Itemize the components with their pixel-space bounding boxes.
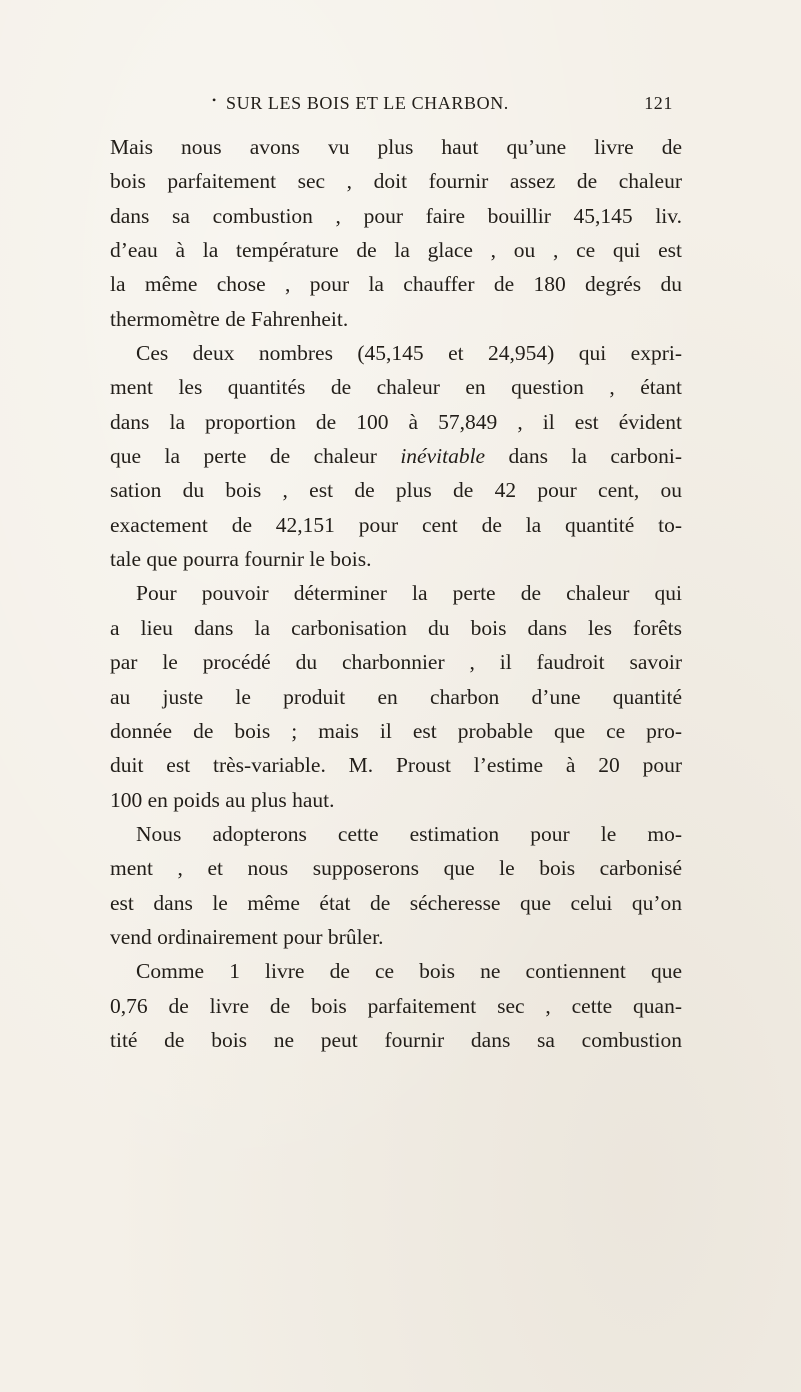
- text-fragment: que la perte de chaleur: [110, 444, 401, 469]
- text-line: la même chose , pour la chauffer de 180 degrés du: [110, 272, 682, 297]
- paragraph-start-line: Comme 1 livre de ce bois ne contiennent que: [136, 959, 682, 984]
- text-line: d’eau à la température de la glace , ou , ce qui est: [110, 238, 682, 263]
- text-line: exactement de 42,151 pour cent de la quantité to-: [110, 512, 682, 537]
- text-line: ment , et nous supposerons que le bois carbonisé: [110, 856, 682, 881]
- text-line: 0,76 de livre de bois parfaitement sec , cette quan-: [110, 993, 682, 1018]
- text-line: au juste le produit en charbon d’une quantité: [110, 684, 682, 709]
- paragraph-end-line: thermomètre de Fahrenheit.: [110, 306, 349, 331]
- text-line: a lieu dans la carbonisation du bois dans les forêts: [110, 615, 682, 640]
- text-line: par le procédé du charbonnier , il faudroit savoir: [110, 650, 682, 675]
- running-head-title: • SUR LES BOIS ET LE CHARBON.: [226, 93, 509, 114]
- paragraph-end-line: vend ordinairement pour brûler.: [110, 924, 384, 949]
- text-line: dans la proportion de 100 à 57,849 , il est évident: [110, 409, 682, 434]
- emphasized-word: inévitable: [400, 444, 486, 469]
- body-text: [110, 130, 682, 1057]
- paragraph-start-line: Pour pouvoir déterminer la perte de chaleur qui: [136, 581, 682, 606]
- paragraph-end-line: 100 en poids au plus haut.: [110, 787, 335, 812]
- text-line: ment les quantités de chaleur en question , étant: [110, 375, 682, 400]
- text-line: donnée de bois ; mais il est probable que ce pro-: [110, 718, 682, 743]
- text-line: sation du bois , est de plus de 42 pour cent, ou: [110, 478, 682, 503]
- text-line: Mais nous avons vu plus haut qu’une livre de: [110, 135, 682, 159]
- text-line: duit est très-variable. M. Proust l’estime à 20 pour: [110, 753, 682, 778]
- text-line-with-emphasis: [110, 439, 682, 473]
- page-number: 121: [644, 93, 673, 113]
- running-head: [226, 93, 673, 119]
- paragraph-end-line: tale que pourra fournir le bois.: [110, 547, 372, 572]
- text-line: dans sa combustion , pour faire bouillir 45,145 liv.: [110, 203, 682, 228]
- text-line: est dans le même état de sécheresse que celui qu’on: [110, 890, 682, 915]
- text-line: tité de bois ne peut fournir dans sa combustion: [110, 1027, 682, 1052]
- paragraph-start-line: Ces deux nombres (45,145 et 24,954) qui expri-: [136, 341, 682, 366]
- text-line: bois parfaitement sec , doit fournir assez de chaleur: [110, 169, 682, 194]
- paragraph-start-line: Nous adopterons cette estimation pour le mo-: [136, 821, 682, 846]
- text-fragment: dans la carboni-: [485, 444, 682, 469]
